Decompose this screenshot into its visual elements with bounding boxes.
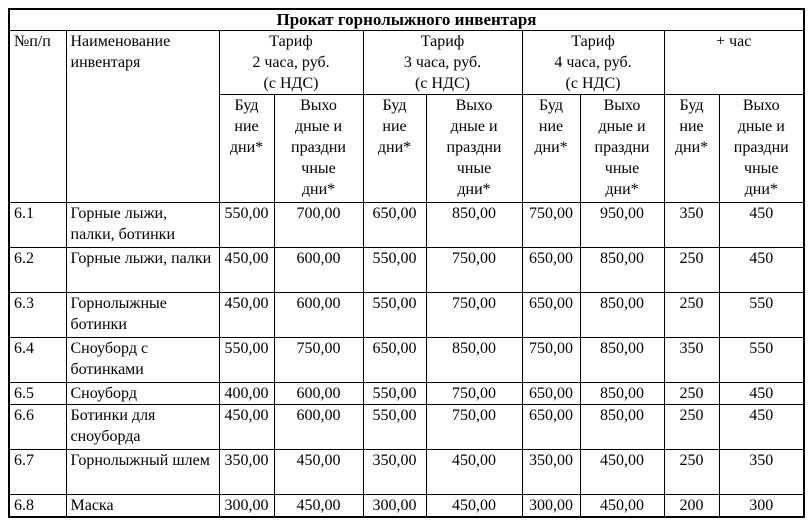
tariff-2h-line: 2 часа, руб.: [252, 54, 330, 71]
item-name: Сноуборд: [66, 383, 219, 405]
column-header-number: №п/п: [9, 31, 66, 203]
tariff-2h-header: [219, 31, 363, 95]
price-cell: 550: [719, 293, 804, 338]
tariff-3h-line: (с НДС): [415, 75, 470, 92]
price-cell: 350,00: [219, 450, 274, 495]
price-cell: 350: [664, 203, 719, 248]
extra-hour-header: [664, 31, 804, 95]
price-cell: 600,00: [274, 248, 363, 293]
column-header-name: Наименование инвентаря: [66, 31, 219, 203]
price-cell: 650,00: [522, 293, 580, 338]
price-cell: 300,00: [522, 495, 580, 518]
table-row: [9, 293, 804, 338]
price-cell: 450,00: [274, 450, 363, 495]
price-cell: 450: [719, 383, 804, 405]
subheader-4h-weekday: Буд ние дни*: [522, 95, 580, 203]
price-cell: 450,00: [219, 248, 274, 293]
row-number: 6.1: [9, 203, 66, 248]
price-cell: 850,00: [580, 293, 664, 338]
price-cell: 250: [664, 248, 719, 293]
price-cell: 350,00: [363, 450, 426, 495]
price-cell: 850,00: [426, 338, 522, 383]
table-row: [9, 450, 804, 495]
price-cell: 450: [719, 248, 804, 293]
price-cell: 350,00: [522, 450, 580, 495]
price-cell: 300: [719, 495, 804, 518]
price-cell: 750,00: [426, 383, 522, 405]
price-cell: 650,00: [522, 248, 580, 293]
subheader-2h-weekday: Буд ние дни*: [219, 95, 274, 203]
price-cell: 650,00: [522, 383, 580, 405]
price-cell: 750,00: [274, 338, 363, 383]
row-number: 6.3: [9, 293, 66, 338]
price-cell: 950,00: [580, 203, 664, 248]
price-cell: 450,00: [219, 405, 274, 450]
price-cell: 850,00: [580, 405, 664, 450]
tariff-4h-header: [522, 31, 664, 95]
row-number: 6.4: [9, 338, 66, 383]
price-cell: 550,00: [363, 405, 426, 450]
row-number: 6.6: [9, 405, 66, 450]
table-row: [9, 338, 804, 383]
item-name: Сноуборд с ботинками: [66, 338, 219, 383]
price-cell: 550,00: [219, 203, 274, 248]
price-cell: 750,00: [426, 248, 522, 293]
table-row: [9, 405, 804, 450]
price-cell: 750,00: [522, 338, 580, 383]
table-row: [9, 383, 804, 405]
price-cell: 450: [719, 405, 804, 450]
price-cell: 450,00: [426, 450, 522, 495]
price-cell: 650,00: [363, 338, 426, 383]
rental-price-table: [8, 8, 805, 518]
row-number: 6.2: [9, 248, 66, 293]
subheader-3h-weekend: Выхо дные и праздни чные дни*: [426, 95, 522, 203]
price-cell: 700,00: [274, 203, 363, 248]
price-cell: 300,00: [363, 495, 426, 518]
price-cell: 550,00: [363, 293, 426, 338]
item-name: Горные лыжи, палки: [66, 248, 219, 293]
table-title: Прокат горнолыжного инвентаря: [9, 9, 804, 31]
row-number: 6.7: [9, 450, 66, 495]
table-row: [9, 203, 804, 248]
price-cell: 750,00: [426, 405, 522, 450]
price-cell: 850,00: [580, 383, 664, 405]
price-cell: 450,00: [274, 495, 363, 518]
subheader-4h-weekend: Выхо дные и праздни чные дни*: [580, 95, 664, 203]
tariff-4h-line: (с НДС): [565, 75, 621, 92]
table-row: [9, 495, 804, 518]
price-cell: 550,00: [363, 383, 426, 405]
price-cell: 850,00: [580, 248, 664, 293]
table-row: [9, 248, 804, 293]
price-cell: 600,00: [274, 293, 363, 338]
title-row: [9, 9, 804, 31]
tariff-4h-line: 4 часа, руб.: [554, 54, 632, 71]
price-cell: 850,00: [580, 338, 664, 383]
subheader-extra-weekday: Буд ние дни*: [664, 95, 719, 203]
price-cell: 400,00: [219, 383, 274, 405]
price-cell: 550,00: [363, 248, 426, 293]
price-cell: 600,00: [274, 383, 363, 405]
row-number: 6.8: [9, 495, 66, 518]
subheader-extra-weekend: Выхо дные и праздни чные дни*: [719, 95, 804, 203]
price-cell: 850,00: [426, 203, 522, 248]
price-cell: 650,00: [522, 405, 580, 450]
tariff-4h-line: Тариф: [571, 33, 615, 50]
price-cell: 450,00: [219, 293, 274, 338]
price-cell: 450: [719, 203, 804, 248]
extra-hour-line: + час: [716, 33, 752, 50]
price-cell: 750,00: [426, 293, 522, 338]
price-cell: 750,00: [522, 203, 580, 248]
tariff-3h-line: Тариф: [420, 33, 465, 50]
tariff-2h-line: Тариф: [269, 33, 313, 50]
price-cell: 250: [664, 293, 719, 338]
tariff-3h-header: [363, 31, 522, 95]
header-row-groups: [9, 31, 804, 95]
subheader-2h-weekend: Выхо дные и праздни чные дни*: [274, 95, 363, 203]
row-number: 6.5: [9, 383, 66, 405]
price-cell: 250: [664, 450, 719, 495]
item-name: Горнолыжные ботинки: [66, 293, 219, 338]
price-cell: 200: [664, 495, 719, 518]
tariff-3h-line: 3 часа, руб.: [403, 54, 482, 71]
item-name: Горнолыжный шлем: [66, 450, 219, 495]
tariff-2h-line: (с НДС): [263, 75, 319, 92]
price-cell: 350: [664, 338, 719, 383]
price-cell: 450,00: [580, 450, 664, 495]
price-cell: 550,00: [219, 338, 274, 383]
item-name: Маска: [66, 495, 219, 518]
subheader-3h-weekday: Буд ние дни*: [363, 95, 426, 203]
price-cell: 650,00: [363, 203, 426, 248]
item-name: Ботинки для сноуборда: [66, 405, 219, 450]
price-cell: 300,00: [219, 495, 274, 518]
price-cell: 450,00: [426, 495, 522, 518]
item-name: Горные лыжи, палки, ботинки: [66, 203, 219, 248]
price-cell: 600,00: [274, 405, 363, 450]
price-cell: 450,00: [580, 495, 664, 518]
price-cell: 350: [719, 450, 804, 495]
price-cell: 550: [719, 338, 804, 383]
price-cell: 250: [664, 405, 719, 450]
price-cell: 250: [664, 383, 719, 405]
